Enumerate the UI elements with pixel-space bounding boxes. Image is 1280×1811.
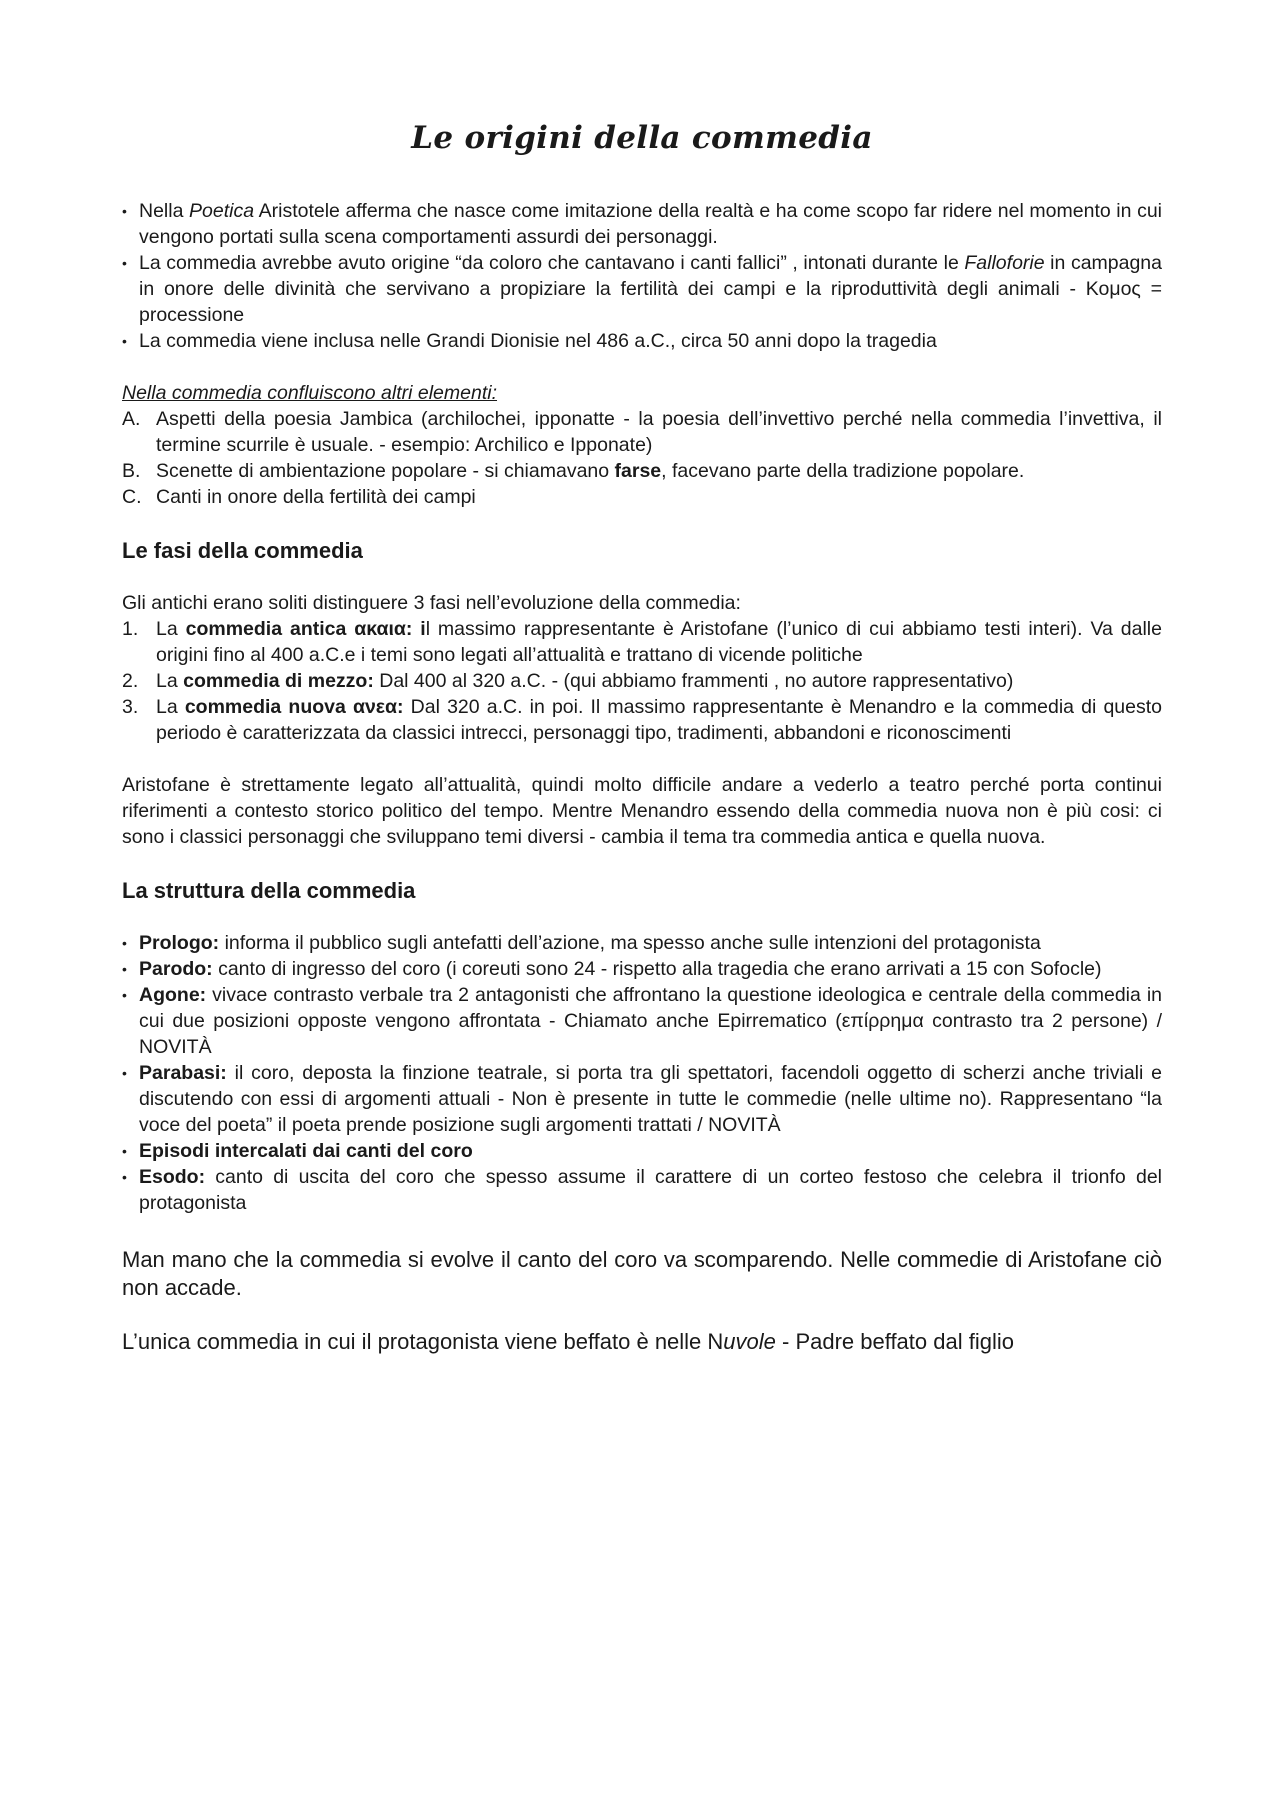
list-item: 2. La commedia di mezzo: Dal 400 al 320 a.C. - (qui abbiamo frammenti , no autore rappresentativo) — [122, 670, 1014, 692]
phases-paragraph: Aristofane è strettamente legato all’attualità, quindi molto difficile andare a vederlo a teatro perché porta continui riferimenti a contesto storico politico del tempo. Mentre Menandro essendo della commedia nuova non è più cosi: ci sono i classici personaggi che sviluppano temi diversi - cambia il tema tra commedia antica e quella nuova. — [122, 774, 1162, 848]
list-item: • La commedia avrebbe avuto origine “da coloro che cantavano i canti fallici” , intonati durante le Falloforie in campagna in onore delle divinità che servivano a propiziare la fertilità dei campi e la riproduttività degli animali - Κομος = processione — [122, 250, 1162, 328]
closing-paragraph-2: L’unica commedia in cui il protagonista viene beffato è nelle Nuvole - Padre beffato dal figlio — [122, 1329, 1014, 1354]
list-item: • La commedia viene inclusa nelle Grandi Dionisie nel 486 a.C., circa 50 anni dopo la tragedia — [122, 328, 1162, 354]
list-item: • Nella Poetica Aristotele afferma che nasce come imitazione della realtà e ha come scopo far ridere nel momento in cui vengono portati sulla scena comportamenti assurdi dei personaggi. — [122, 198, 1162, 250]
list-item: C. Canti in onore della fertilità dei campi — [122, 486, 476, 508]
structure-list — [122, 930, 1162, 1216]
list-item: • Episodi intercalati dai canti del coro — [122, 1138, 1162, 1164]
intro-bullet-list — [122, 198, 1162, 354]
section-heading-structure: La struttura della commedia — [122, 878, 416, 903]
list-item: • Esodo: canto di uscita del coro che spesso assume il carattere di un corteo festoso che celebra il trionfo del protagonista — [122, 1164, 1162, 1216]
closing-paragraph-1: Man mano che la commedia si evolve il canto del coro va scomparendo. Nelle commedie di Aristofane ciò non accade. — [122, 1247, 1162, 1300]
phases-intro: Gli antichi erano soliti distinguere 3 fasi nell’evoluzione della commedia: — [122, 592, 741, 614]
elements-list — [122, 406, 1162, 510]
phases-list — [122, 616, 1162, 746]
list-item: B. Scenette di ambientazione popolare - si chiamavano farse, facevano parte della tradizione popolare. — [122, 460, 1025, 482]
page-title: Le origini della commedia — [411, 120, 873, 156]
list-item: • Agone: vivace contrasto verbale tra 2 antagonisti che affrontano la questione ideologica e centrale della commedia in cui due posizioni opposte vengono affrontata - Chiamato anche Epirrematico (επίρρημα contrasto tra 2 persone) / NOVITÀ — [122, 982, 1162, 1060]
list-item: • Prologo: informa il pubblico sugli antefatti dell’azione, ma spesso anche sulle intenzioni del protagonista — [122, 930, 1162, 956]
elements-heading: Nella commedia confluiscono altri elementi: — [122, 382, 498, 404]
list-item: 3. La commedia nuova ανεα: Dal 320 a.C. in poi. Il massimo rappresentante è Menandro e la commedia di questo periodo è caratterizzata da classici intrecci, personaggi tipo, tradimenti, abbandoni e riconoscimenti — [122, 696, 1163, 744]
list-item: 1. La commedia antica ακαια: il massimo rappresentante è Aristofane (l’unico di cui abbiamo testi interi). Va dalle origini fino al 400 a.C.e i temi sono legati all’attualità e trattano di vicende politiche — [122, 618, 1162, 666]
list-item: A. Aspetti della poesia Jambica (archilochei, ipponatte - la poesia dell’invettivo perché nella commedia l’invettiva, il termine scurrile è usuale. - esempio: Archilico e Ipponate) — [122, 408, 1162, 456]
document-page — [122, 120, 1162, 1356]
list-item: • Parabasi: il coro, deposta la finzione teatrale, si porta tra gli spettatori, facendoli oggetto di scherzi anche triviali e discutendo con essi di argomenti attuali - Non è presente in tutte le commedie (nelle ultime no). Rappresentano “la voce del poeta” il poeta prende posizione sugli argomenti trattati / NOVITÀ — [122, 1060, 1162, 1138]
list-item: • Parodo: canto di ingresso del coro (i coreuti sono 24 - rispetto alla tragedia che erano arrivati a 15 con Sofocle) — [122, 956, 1162, 982]
section-heading-phases: Le fasi della commedia — [122, 538, 363, 563]
